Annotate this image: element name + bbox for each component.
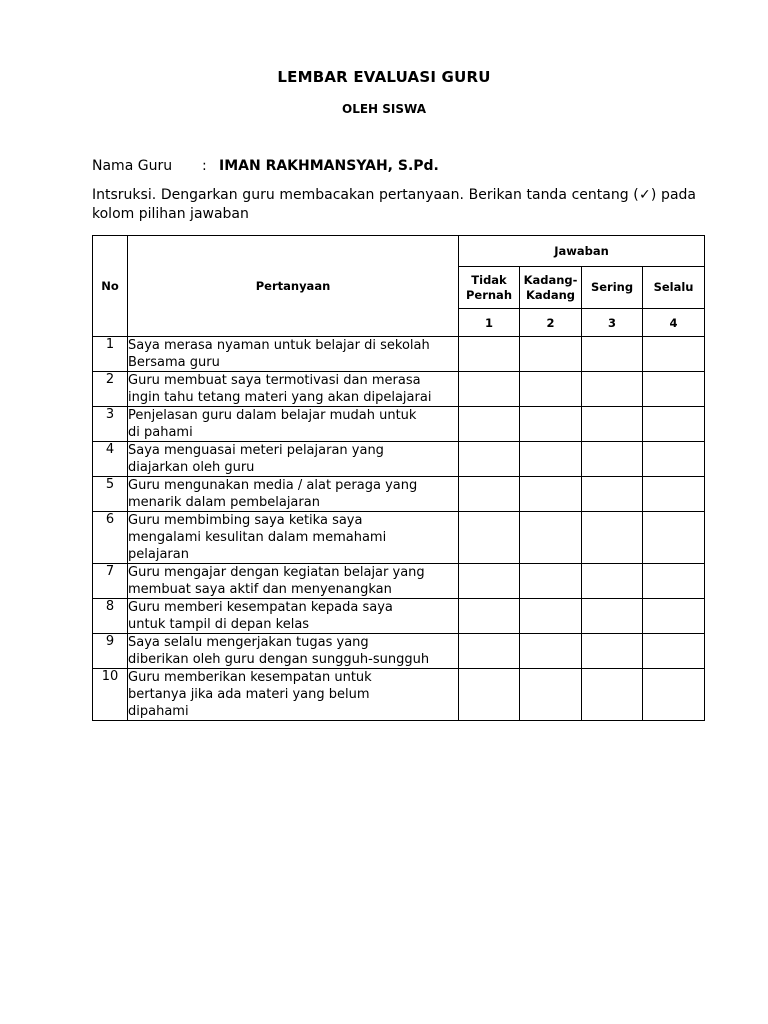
evaluation-table [92,235,705,721]
answer-cell-3[interactable] [582,512,643,564]
header-option-3: Sering [582,267,643,309]
question-line: ingin tahu tetang materi yang akan dipelajarai [128,390,432,405]
page-subtitle: OLEH SISWA [342,102,426,116]
answer-cell-1[interactable] [459,372,520,407]
header-score-1: 1 [459,309,520,337]
answer-cell-4[interactable] [643,407,705,442]
row-number: 4 [93,442,128,477]
answer-cell-2[interactable] [520,442,582,477]
question-line: untuk tampil di depan kelas [128,617,310,632]
answer-cell-4[interactable] [643,337,705,372]
table-row [93,372,705,407]
question-text [128,442,459,477]
answer-cell-4[interactable] [643,372,705,407]
instruction-text: Intsruksi. Dengarkan guru membacakan pertanyaan. Berikan tanda centang (✓) pada kolom pilihan jawaban [92,187,696,222]
question-text [128,477,459,512]
answer-cell-1[interactable] [459,599,520,634]
answer-cell-4[interactable] [643,599,705,634]
answer-cell-3[interactable] [582,634,643,669]
answer-cell-4[interactable] [643,477,705,512]
answer-cell-1[interactable] [459,477,520,512]
question-line: diajarkan oleh guru [128,460,255,475]
question-line: Saya menguasai meteri pelajaran yang [128,443,384,458]
header-score-4: 4 [643,309,705,337]
answer-cell-4[interactable] [643,442,705,477]
row-number: 9 [93,634,128,669]
page-title: LEMBAR EVALUASI GURU [277,68,491,86]
answer-cell-2[interactable] [520,634,582,669]
answer-cell-3[interactable] [582,669,643,721]
question-text [128,337,459,372]
question-line: bertanya jika ada materi yang belum [128,687,370,702]
header-answer: Jawaban [459,236,705,267]
table-row [93,442,705,477]
answer-cell-1[interactable] [459,442,520,477]
question-line: Guru memberi kesempatan kepada saya [128,600,393,615]
teacher-label: Nama Guru [92,158,173,174]
question-rows [93,337,705,721]
answer-cell-2[interactable] [520,669,582,721]
question-line: dipahami [128,704,189,719]
question-line: Saya selalu mengerjakan tugas yang [128,635,369,650]
answer-cell-1[interactable] [459,512,520,564]
question-line: Guru mengajar dengan kegiatan belajar yang [128,565,425,580]
row-number: 3 [93,407,128,442]
table-row [93,564,705,599]
header-option-1: Tidak Pernah [459,267,520,309]
row-number: 10 [93,669,128,721]
question-line: Guru mengunakan media / alat peraga yang [128,478,418,493]
answer-cell-3[interactable] [582,337,643,372]
header-option-2: Kadang- Kadang [520,267,582,309]
question-line: Guru memberikan kesempatan untuk [128,670,372,685]
header-option-4: Selalu [643,267,705,309]
question-line: diberikan oleh guru dengan sungguh-sungguh [128,652,430,667]
answer-cell-1[interactable] [459,564,520,599]
answer-cell-1[interactable] [459,634,520,669]
question-line: menarik dalam pembelajaran [128,495,320,510]
row-number: 5 [93,477,128,512]
question-line: mengalami kesulitan dalam memahami [128,530,387,545]
question-line: Bersama guru [128,355,220,370]
question-text [128,669,459,721]
table-row [93,669,705,721]
answer-cell-3[interactable] [582,599,643,634]
answer-cell-4[interactable] [643,669,705,721]
table-row [93,337,705,372]
answer-cell-4[interactable] [643,564,705,599]
header-score-3: 3 [582,309,643,337]
question-text [128,634,459,669]
row-number: 8 [93,599,128,634]
answer-cell-3[interactable] [582,477,643,512]
row-number: 2 [93,372,128,407]
table-row [93,512,705,564]
header-question: Pertanyaan [128,236,459,337]
answer-cell-2[interactable] [520,407,582,442]
answer-cell-2[interactable] [520,477,582,512]
question-line: membuat saya aktif dan menyenangkan [128,582,392,597]
teacher-name-row [92,158,439,174]
header-score-2: 2 [520,309,582,337]
answer-cell-2[interactable] [520,599,582,634]
answer-cell-1[interactable] [459,407,520,442]
table-row [93,634,705,669]
answer-cell-2[interactable] [520,372,582,407]
header-no: No [93,236,128,337]
row-number: 1 [93,337,128,372]
question-line: Guru membimbing saya ketika saya [128,513,363,528]
teacher-name: IMAN RAKHMANSYAH, S.Pd. [219,158,439,174]
answer-cell-2[interactable] [520,512,582,564]
table-row [93,477,705,512]
answer-cell-4[interactable] [643,512,705,564]
table-row [93,599,705,634]
answer-cell-3[interactable] [582,442,643,477]
answer-cell-1[interactable] [459,669,520,721]
answer-cell-3[interactable] [582,372,643,407]
answer-cell-2[interactable] [520,337,582,372]
question-text [128,407,459,442]
question-line: Guru membuat saya termotivasi dan merasa [128,373,421,388]
question-text [128,512,459,564]
question-line: Penjelasan guru dalam belajar mudah untuk [128,408,417,423]
table-row [93,407,705,442]
answer-cell-1[interactable] [459,337,520,372]
question-line: di pahami [128,425,193,440]
question-text [128,564,459,599]
question-line: Saya merasa nyaman untuk belajar di sekolah [128,338,430,353]
answer-cell-3[interactable] [582,564,643,599]
teacher-colon: : [202,158,207,174]
question-line: pelajaran [128,547,189,562]
answer-cell-4[interactable] [643,634,705,669]
question-text [128,599,459,634]
row-number: 6 [93,512,128,564]
question-text [128,372,459,407]
answer-cell-2[interactable] [520,564,582,599]
row-number: 7 [93,564,128,599]
answer-cell-3[interactable] [582,407,643,442]
